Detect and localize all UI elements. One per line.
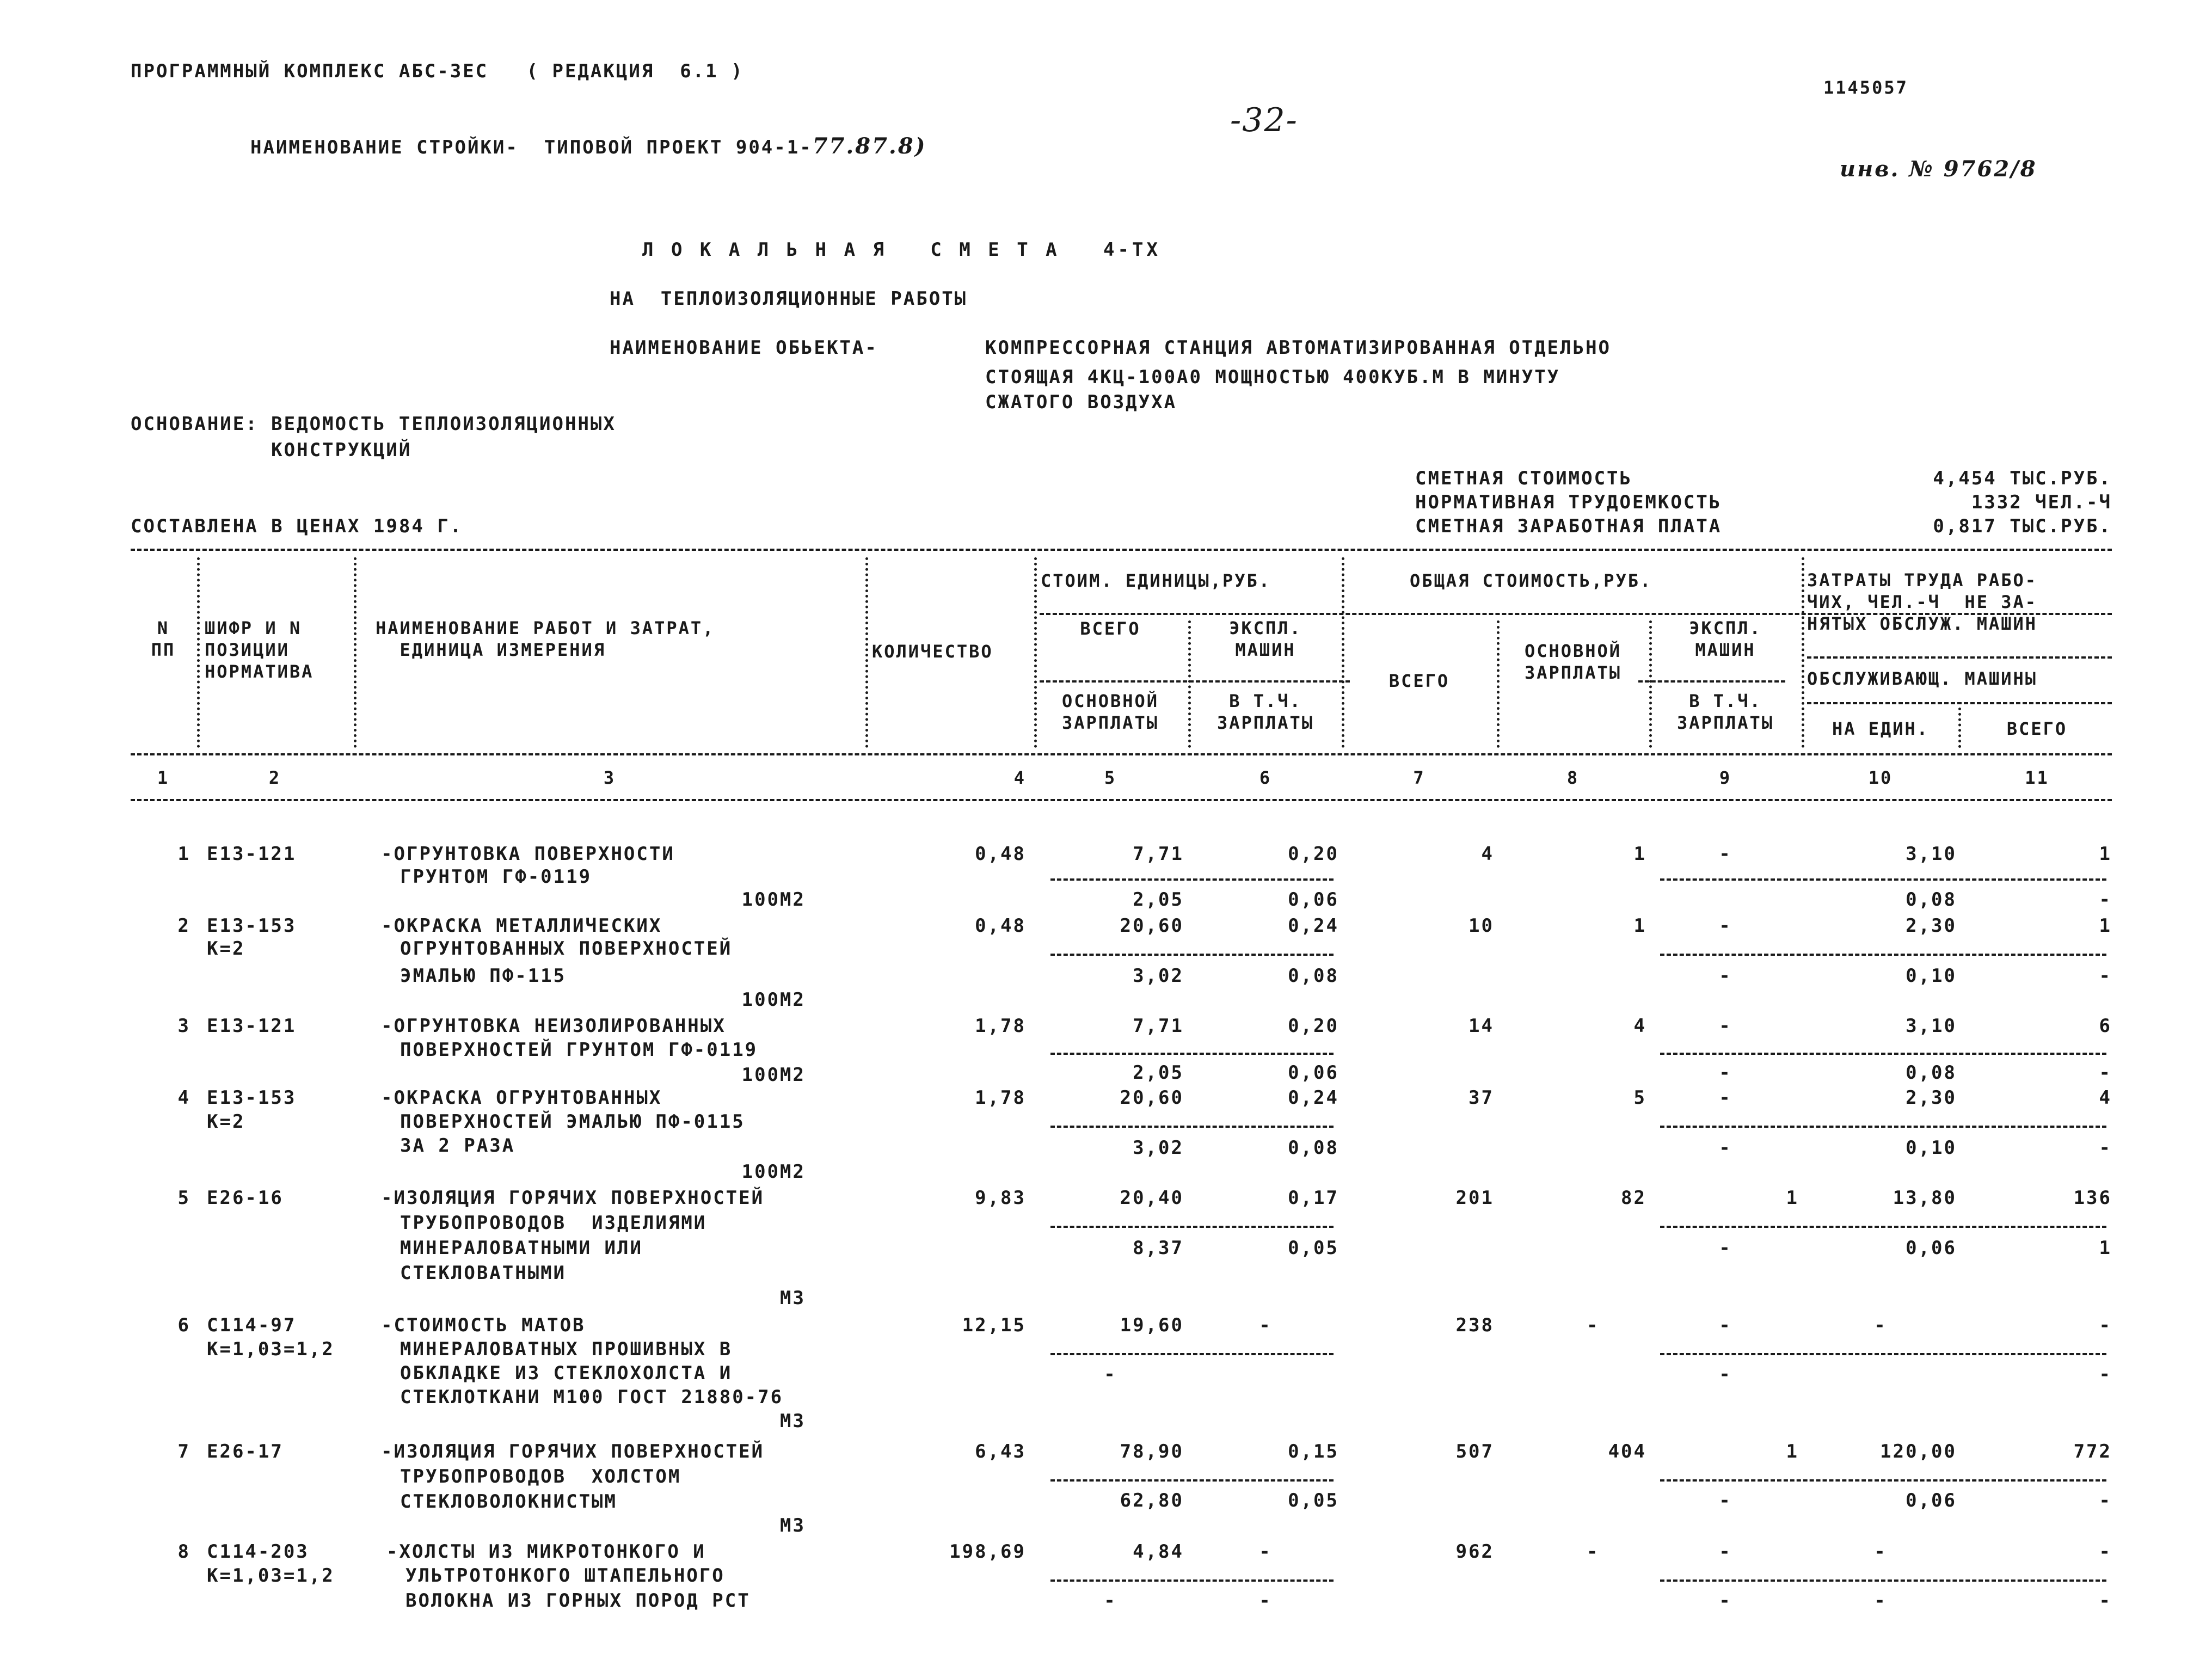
row-code: Е26-17: [207, 1441, 284, 1462]
column-number: 6: [1259, 767, 1272, 788]
row-total-machines: -: [1719, 1314, 1732, 1336]
row-code: Е13-121: [207, 1015, 297, 1037]
row-rule: [1660, 878, 2106, 881]
row-unit-machine-wages: 0,08: [1288, 965, 1339, 987]
col-sep: [197, 557, 200, 748]
row-unit-machines: 0,20: [1288, 1015, 1339, 1037]
construction-name: [250, 135, 927, 159]
row-total-machines: -: [1719, 1087, 1732, 1109]
row-service-total: -: [2099, 1590, 2112, 1612]
estimate-title: Л О К А Л Ь Н А Я С М Е Т А 4-ТХ: [642, 239, 1161, 261]
row-name-line: ПОВЕРХНОСТЕЙ ЭМАЛЬЮ ПФ-0115: [400, 1111, 745, 1133]
row-name-line: ПОВЕРХНОСТЕЙ ГРУНТОМ ГФ-0119: [400, 1039, 758, 1061]
row-rule: [1660, 1479, 2106, 1482]
row-total-wages: 4: [1633, 1015, 1646, 1037]
row-unit-total: 7,71: [1133, 1015, 1184, 1037]
row-code: Е13-153: [207, 915, 297, 937]
row-rule: [1050, 1126, 1334, 1128]
column-number: 2: [268, 767, 281, 788]
row-service-unit: 0,06: [1906, 1237, 1957, 1259]
row-number: 2: [177, 915, 191, 937]
row-unit: М3: [780, 1515, 806, 1536]
row-unit: 100М2: [741, 889, 806, 911]
column-number: 8: [1566, 767, 1580, 788]
header-rule-unit: [1040, 680, 1350, 683]
row-unit-wages: 3,02: [1133, 1137, 1184, 1159]
row-quantity: 6,43: [975, 1441, 1026, 1462]
row-unit-wages: -: [1104, 1590, 1117, 1612]
row-code: Е13-121: [207, 843, 297, 865]
row-name-line: ЗА 2 РАЗА: [400, 1135, 515, 1157]
summary-value-cost: 4,454 ТЫС.РУБ.: [1933, 468, 2112, 489]
row-service-total: -: [2099, 965, 2112, 987]
document-number: 1145057: [1823, 77, 1908, 98]
row-name-line: ВОЛОКНА ИЗ ГОРНЫХ ПОРОД РСТ: [405, 1590, 751, 1612]
row-number: 4: [177, 1087, 191, 1109]
row-total-machine-wages: -: [1719, 1062, 1732, 1084]
row-labor-unit: 3,10: [1906, 843, 1957, 865]
col-header-8: ОСНОВНОЙ ЗАРПЛАТЫ: [1524, 641, 1622, 683]
col-sep: [354, 557, 357, 748]
row-code: С114-97: [207, 1314, 297, 1336]
row-labor-total: 1: [2099, 915, 2112, 937]
row-unit-machines: 0,15: [1288, 1441, 1339, 1462]
row-name-line: ГРУНТОМ ГФ-0119: [400, 866, 592, 888]
row-name-line: -ХОЛСТЫ ИЗ МИКРОТОНКОГО И: [386, 1541, 706, 1563]
row-unit-total: 20,60: [1120, 1087, 1184, 1109]
summary-label-labor: НОРМАТИВНАЯ ТРУДОЕМКОСТЬ: [1415, 491, 1722, 513]
row-service-unit: 0,06: [1906, 1490, 1957, 1511]
row-quantity: 198,69: [949, 1541, 1026, 1563]
row-quantity: 12,15: [962, 1314, 1026, 1336]
row-name-line: СТЕКЛОТКАНИ М100 ГОСТ 21880-76: [400, 1386, 784, 1408]
row-unit-total: 4,84: [1133, 1541, 1184, 1563]
object-line-3: СЖАТОГО ВОЗДУХА: [985, 391, 1177, 413]
prices-year: СОСТАВЛЕНА В ЦЕНАХ 1984 Г.: [131, 515, 463, 537]
col-header-quantity: КОЛИЧЕСТВО: [872, 641, 993, 662]
row-unit-machines: 0,20: [1288, 843, 1339, 865]
group-header-unit-cost: СТОИМ. ЕДИНИЦЫ,РУБ.: [1041, 570, 1271, 591]
row-rule: [1050, 1353, 1334, 1355]
row-service-total: -: [2099, 1137, 2112, 1159]
row-name-line: ЭМАЛЬЮ ПФ-115: [400, 965, 567, 987]
row-name-line: -ОКРАСКА МЕТАЛЛИЧЕСКИХ: [381, 915, 662, 937]
row-rule: [1050, 878, 1334, 881]
construction-project-code: 77.87.8): [812, 133, 927, 159]
inventory-number: инв. № 9762/8: [1840, 156, 2037, 182]
row-rule: [1050, 1053, 1334, 1055]
column-number: 5: [1104, 767, 1117, 788]
col-sep: [1958, 708, 1961, 748]
row-number: 1: [177, 843, 191, 865]
col-header-6b: В Т.Ч. ЗАРПЛАТЫ: [1216, 691, 1314, 733]
summary-value-wages: 0,817 ТЫС.РУБ.: [1933, 515, 2112, 537]
row-total-wages: -: [1587, 1314, 1600, 1336]
row-service-unit: 0,08: [1906, 1062, 1957, 1084]
row-labor-total: 6: [2099, 1015, 2112, 1037]
row-total-wages: 5: [1633, 1087, 1646, 1109]
col-header-10: НА ЕДИН.: [1832, 718, 1930, 739]
row-unit-machine-wages: 0,05: [1288, 1490, 1339, 1511]
row-total-machines: 1: [1786, 1187, 1799, 1209]
row-total: 10: [1468, 915, 1494, 937]
row-total-machine-wages: -: [1719, 1590, 1732, 1612]
row-labor-unit: 2,30: [1906, 915, 1957, 937]
row-unit-total: 19,60: [1120, 1314, 1184, 1336]
group-header-total-cost: ОБЩАЯ СТОИМОСТЬ,РУБ.: [1410, 570, 1652, 591]
header-rule-labor-2: [1807, 702, 2112, 704]
row-labor-total: -: [2099, 1314, 2112, 1336]
row-unit-wages: 62,80: [1120, 1490, 1184, 1511]
row-unit: М3: [780, 1287, 806, 1309]
row-unit-machines: -: [1259, 1314, 1272, 1336]
column-number: 4: [1013, 767, 1026, 788]
row-quantity: 1,78: [975, 1015, 1026, 1037]
row-name-line: -ИЗОЛЯЦИЯ ГОРЯЧИХ ПОВЕРХНОСТЕЙ: [381, 1187, 765, 1209]
row-labor-unit: -: [1874, 1541, 1887, 1563]
group-header-labor: ЗАТРАТЫ ТРУДА РАБО- ЧИХ, ЧЕЛ.-Ч НЕ ЗА- НЯТЫХ ОБСЛУЖ. МАШИН: [1807, 570, 2038, 634]
row-total: 201: [1455, 1187, 1494, 1209]
row-number: 3: [177, 1015, 191, 1037]
col-header-9a: ЭКСПЛ. МАШИН: [1689, 618, 1762, 660]
row-unit-machines: 0,17: [1288, 1187, 1339, 1209]
col-header-11: ВСЕГО: [2006, 718, 2068, 739]
row-unit-total: 78,90: [1120, 1441, 1184, 1462]
row-unit-machine-wages: 0,06: [1288, 1062, 1339, 1084]
row-unit: 100М2: [741, 989, 806, 1011]
row-labor-total: -: [2099, 1541, 2112, 1563]
row-service-unit: 0,10: [1906, 965, 1957, 987]
row-unit-machines: 0,24: [1288, 915, 1339, 937]
row-rule: [1660, 1579, 2106, 1582]
row-quantity: 1,78: [975, 1087, 1026, 1109]
row-rule: [1660, 1053, 2106, 1055]
row-total-wages: 82: [1621, 1187, 1646, 1209]
row-total-wages: 404: [1608, 1441, 1646, 1462]
header-rule-labor-1: [1807, 656, 2112, 659]
row-total-machines: 1: [1786, 1441, 1799, 1462]
row-name-line: -СТОИМОСТЬ МАТОВ: [381, 1314, 586, 1336]
row-unit-machines: 0,24: [1288, 1087, 1339, 1109]
row-unit: 100М2: [741, 1064, 806, 1086]
object-line-1: КОМПРЕССОРНАЯ СТАНЦИЯ АВТОМАТИЗИРОВАННАЯ ОТДЕЛЬНО: [985, 337, 1612, 359]
page-number: -32-: [1230, 101, 1298, 139]
object-label: НАИМЕНОВАНИЕ ОБЬЕКТА-: [610, 337, 878, 359]
summary-label-wages: СМЕТНАЯ ЗАРАБОТНАЯ ПЛАТА: [1415, 515, 1722, 537]
column-number: 10: [1868, 767, 1893, 788]
col-sep: [1342, 557, 1344, 748]
row-total-machine-wages: -: [1719, 1363, 1732, 1385]
row-total: 507: [1455, 1441, 1494, 1462]
row-quantity: 9,83: [975, 1187, 1026, 1209]
row-rule: [1660, 1226, 2106, 1228]
program-title: ПРОГРАММНЫЙ КОМПЛЕКС АБС-3ЕС ( РЕДАКЦИЯ 6.1 ): [131, 60, 744, 82]
row-unit-machine-wages: 0,05: [1288, 1237, 1339, 1259]
row-number: 5: [177, 1187, 191, 1209]
row-code-coefficient: К=2: [207, 1111, 245, 1133]
row-service-total: -: [2099, 1363, 2112, 1385]
row-total-machines: -: [1719, 843, 1732, 865]
column-number: 3: [603, 767, 616, 788]
row-service-unit: 0,10: [1906, 1137, 1957, 1159]
row-labor-unit: 3,10: [1906, 1015, 1957, 1037]
row-unit-machine-wages: 0,08: [1288, 1137, 1339, 1159]
basis-line-1: ОСНОВАНИЕ: ВЕДОМОСТЬ ТЕПЛОИЗОЛЯЦИОННЫХ: [131, 413, 616, 435]
row-code: С114-203: [207, 1541, 309, 1563]
row-name-line: -ОГРУНТОВКА НЕИЗОЛИРОВАННЫХ: [381, 1015, 726, 1037]
summary-value-labor: 1332 ЧЕЛ.-Ч: [1971, 491, 2112, 513]
row-name-line: ОБКЛАДКЕ ИЗ СТЕКЛОХОЛСТА И: [400, 1362, 733, 1384]
row-code: Е26-16: [207, 1187, 284, 1209]
row-total: 4: [1481, 843, 1494, 865]
row-total: 238: [1455, 1314, 1494, 1336]
row-labor-total: 1: [2099, 843, 2112, 865]
row-service-total: 1: [2099, 1237, 2112, 1259]
col-header-n: N ПП: [151, 618, 176, 660]
row-service-total: -: [2099, 1490, 2112, 1511]
row-number: 7: [177, 1441, 191, 1462]
row-labor-total: 136: [2073, 1187, 2112, 1209]
row-number: 8: [177, 1541, 191, 1563]
col-header-code: ШИФР И N ПОЗИЦИИ НОРМАТИВА: [205, 618, 314, 682]
row-name-line: МИНЕРАЛОВАТНЫМИ ИЛИ: [400, 1237, 643, 1259]
col-header-7: ВСЕГО: [1388, 671, 1450, 691]
basis-line-2: КОНСТРУКЦИЙ: [131, 439, 412, 461]
header-rule-top: [131, 549, 2112, 551]
row-code: Е13-153: [207, 1087, 297, 1109]
row-rule: [1050, 1579, 1334, 1582]
row-total: 37: [1468, 1087, 1494, 1109]
row-total-wages: 1: [1633, 843, 1646, 865]
header-rule-bottom: [131, 753, 2112, 755]
column-number: 1: [157, 767, 170, 788]
row-total: 14: [1468, 1015, 1494, 1037]
row-total-machine-wages: -: [1719, 965, 1732, 987]
row-rule: [1660, 954, 2106, 956]
row-total-machine-wages: -: [1719, 1137, 1732, 1159]
row-total-machine-wages: -: [1719, 1237, 1732, 1259]
row-rule: [1050, 1479, 1334, 1482]
row-service-total: -: [2099, 889, 2112, 911]
row-unit-wages: 2,05: [1133, 1062, 1184, 1084]
row-number: 6: [177, 1314, 191, 1336]
col-header-9b: В Т.Ч. ЗАРПЛАТЫ: [1676, 691, 1774, 733]
column-number: 9: [1719, 767, 1732, 788]
col-header-5a: ВСЕГО: [1080, 618, 1141, 639]
construction-label: НАИМЕНОВАНИЕ СТРОЙКИ- ТИПОВОЙ ПРОЕКТ 904-1-: [250, 137, 813, 158]
row-total-wages: -: [1587, 1541, 1600, 1563]
row-rule: [1660, 1126, 2106, 1128]
row-unit: М3: [780, 1410, 806, 1432]
row-unit-machine-wages: -: [1259, 1590, 1272, 1612]
row-name-line: СТЕКЛОВАТНЫМИ: [400, 1262, 567, 1284]
row-unit-machine-wages: 0,06: [1288, 889, 1339, 911]
row-unit-total: 7,71: [1133, 843, 1184, 865]
row-name-line: СТЕКЛОВОЛОКНИСТЫМ: [400, 1491, 617, 1513]
row-unit-machines: -: [1259, 1541, 1272, 1563]
col-sep: [1188, 620, 1191, 748]
row-unit-total: 20,40: [1120, 1187, 1184, 1209]
row-labor-unit: 120,00: [1880, 1441, 1957, 1462]
row-total-machines: -: [1719, 1015, 1732, 1037]
row-unit-wages: 3,02: [1133, 965, 1184, 987]
row-labor-total: 4: [2099, 1087, 2112, 1109]
row-name-line: УЛЬТРОТОНКОГО ШТАПЕЛЬНОГО: [405, 1565, 725, 1587]
row-name-line: -ОГРУНТОВКА ПОВЕРХНОСТИ: [381, 843, 675, 865]
row-service-unit: -: [1874, 1590, 1887, 1612]
row-total: 962: [1455, 1541, 1494, 1563]
row-name-line: ТРУБОПРОВОДОВ ХОЛСТОМ: [400, 1466, 681, 1488]
column-number: 7: [1413, 767, 1425, 788]
row-quantity: 0,48: [975, 843, 1026, 865]
group-header-machine-service: ОБСЛУЖИВАЮЩ. МАШИНЫ: [1807, 668, 2038, 689]
row-rule: [1050, 954, 1334, 956]
row-labor-total: 772: [2073, 1441, 2112, 1462]
row-total-machines: -: [1719, 1541, 1732, 1563]
row-unit-wages: 8,37: [1133, 1237, 1184, 1259]
row-name-line: ТРУБОПРОВОДОВ ИЗДЕЛИЯМИ: [400, 1212, 707, 1234]
row-unit-wages: 2,05: [1133, 889, 1184, 911]
col-sep: [865, 557, 868, 748]
column-number: 11: [2025, 767, 2049, 788]
header-rule-machines: [1638, 680, 1785, 683]
row-name-line: ОГРУНТОВАННЫХ ПОВЕРХНОСТЕЙ: [400, 938, 733, 960]
row-code-coefficient: К=1,03=1,2: [207, 1565, 335, 1587]
object-line-2: СТОЯЩАЯ 4КЦ-100А0 МОЩНОСТЬЮ 400КУБ.М В МИНУТУ: [985, 366, 1560, 388]
row-total-machine-wages: -: [1719, 1490, 1732, 1511]
row-unit-total: 20,60: [1120, 915, 1184, 937]
row-labor-unit: -: [1874, 1314, 1887, 1336]
row-service-total: -: [2099, 1062, 2112, 1084]
row-total-wages: 1: [1633, 915, 1646, 937]
col-header-name: НАИМЕНОВАНИЕ РАБОТ И ЗАТРАТ, ЕДИНИЦА ИЗМЕРЕНИЯ: [376, 618, 715, 660]
row-name-line: -ОКРАСКА ОГРУНТОВАННЫХ: [381, 1087, 662, 1109]
col-header-5b: ОСНОВНОЙ ЗАРПЛАТЫ: [1061, 691, 1159, 733]
row-rule: [1050, 1226, 1334, 1228]
row-labor-unit: 2,30: [1906, 1087, 1957, 1109]
row-name-line: МИНЕРАЛОВАТНЫХ ПРОШИВНЫХ В: [400, 1338, 733, 1360]
row-total-machines: -: [1719, 915, 1732, 937]
row-code-coefficient: К=1,03=1,2: [207, 1338, 335, 1360]
column-numbers-rule: [131, 799, 2112, 801]
row-unit: 100М2: [741, 1161, 806, 1183]
row-unit-wages: -: [1104, 1363, 1117, 1385]
row-service-unit: 0,08: [1906, 889, 1957, 911]
row-name-line: -ИЗОЛЯЦИЯ ГОРЯЧИХ ПОВЕРХНОСТЕЙ: [381, 1441, 765, 1462]
estimate-subtitle: НА ТЕПЛОИЗОЛЯЦИОННЫЕ РАБОТЫ: [610, 288, 968, 310]
summary-label-cost: СМЕТНАЯ СТОИМОСТЬ: [1415, 468, 1632, 489]
col-header-6a: ЭКСПЛ. МАШИН: [1229, 618, 1302, 660]
row-labor-unit: 13,80: [1893, 1187, 1957, 1209]
row-rule: [1660, 1353, 2106, 1355]
row-quantity: 0,48: [975, 915, 1026, 937]
row-code-coefficient: К=2: [207, 938, 245, 960]
